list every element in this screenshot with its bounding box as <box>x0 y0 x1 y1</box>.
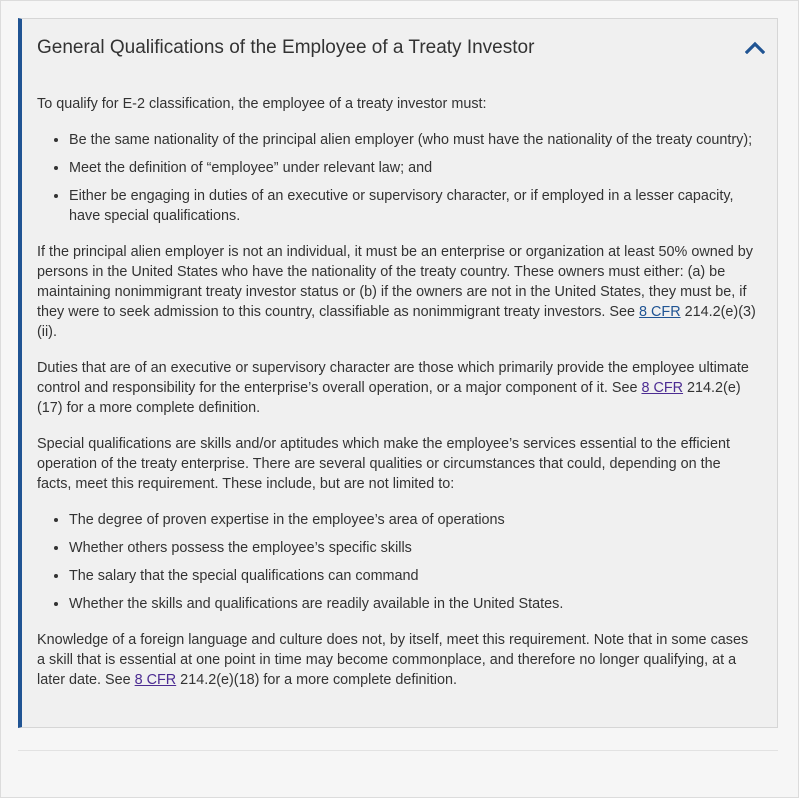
requirements-list <box>37 130 759 226</box>
cfr-link-duties[interactable]: 8 CFR <box>641 380 684 396</box>
qualifications-accordion <box>18 18 778 728</box>
list-item: • The salary that the special qualifications can command <box>69 566 759 586</box>
list-item: • The degree of proven expertise in the employee’s area of operations <box>69 510 759 530</box>
list-item: • Either be engaging in duties of an executive or supervisory character, or if employed in a lesser capacity, have special qualifications. <box>69 186 759 226</box>
language-paragraph <box>37 630 759 690</box>
special-qualifications-list <box>37 510 759 614</box>
accordion-header[interactable] <box>22 19 777 77</box>
owners-citation: 214.2(e)(3)(ii). <box>37 304 756 340</box>
list-item: • Whether others possess the employee’s specific skills <box>69 538 759 558</box>
list-item: • Meet the definition of “employee” under relevant law; and <box>69 158 759 178</box>
intro-text: To qualify for E-2 classification, the employee of a treaty investor must: <box>37 96 487 112</box>
duties-text: Duties that are of an executive or supervisory character are those which primarily provide the employee ultimate control and responsibility for the enterprise’s overall operation, or a major component of it. See <box>37 360 749 396</box>
cfr-link-owners[interactable]: 8 CFR <box>639 304 681 320</box>
accordion-title: General Qualifications of the Employee of a Treaty Investor <box>37 37 535 58</box>
accordion-body <box>22 77 777 690</box>
special-qualifications-paragraph: Special qualifications are skills and/or aptitudes which make the employee’s services essential to the efficient operation of the treaty enterprise. There are several qualities or circumstances that could, depending on the facts, meet this requirement. These include, but are not limited to: <box>37 436 730 492</box>
owners-paragraph <box>37 242 759 342</box>
list-item: • Whether the skills and qualifications are readily available in the United States. <box>69 594 759 614</box>
chevron-up-icon[interactable] <box>745 40 765 54</box>
duties-paragraph <box>37 358 759 418</box>
language-text: Knowledge of a foreign language and culture does not, by itself, meet this requirement. Note that in some cases a skill that is essential at one point in time may become commonplace, and therefore no longer qualifying, at a later date. See <box>37 632 749 688</box>
language-citation: 214.2(e)(18) for a more complete definition. <box>176 672 457 688</box>
owners-text: If the principal alien employer is not an individual, it must be an enterprise or organization at least 50% owned by persons in the United States who have the nationality of the treaty country. These owners must either: (a) be maintaining nonimmigrant treaty investor status or (b) if the owners are not in the United States, they must be, if they were to seek admission to this country, classifiable as nonimmigrant treaty investors. See <box>37 244 753 320</box>
divider <box>18 750 778 751</box>
duties-citation: 214.2(e)(17) for a more complete definition. <box>37 380 741 416</box>
cfr-link-language[interactable]: 8 CFR <box>134 672 177 688</box>
list-item: • Be the same nationality of the principal alien employer (who must have the nationality of the treaty country); <box>69 130 759 150</box>
